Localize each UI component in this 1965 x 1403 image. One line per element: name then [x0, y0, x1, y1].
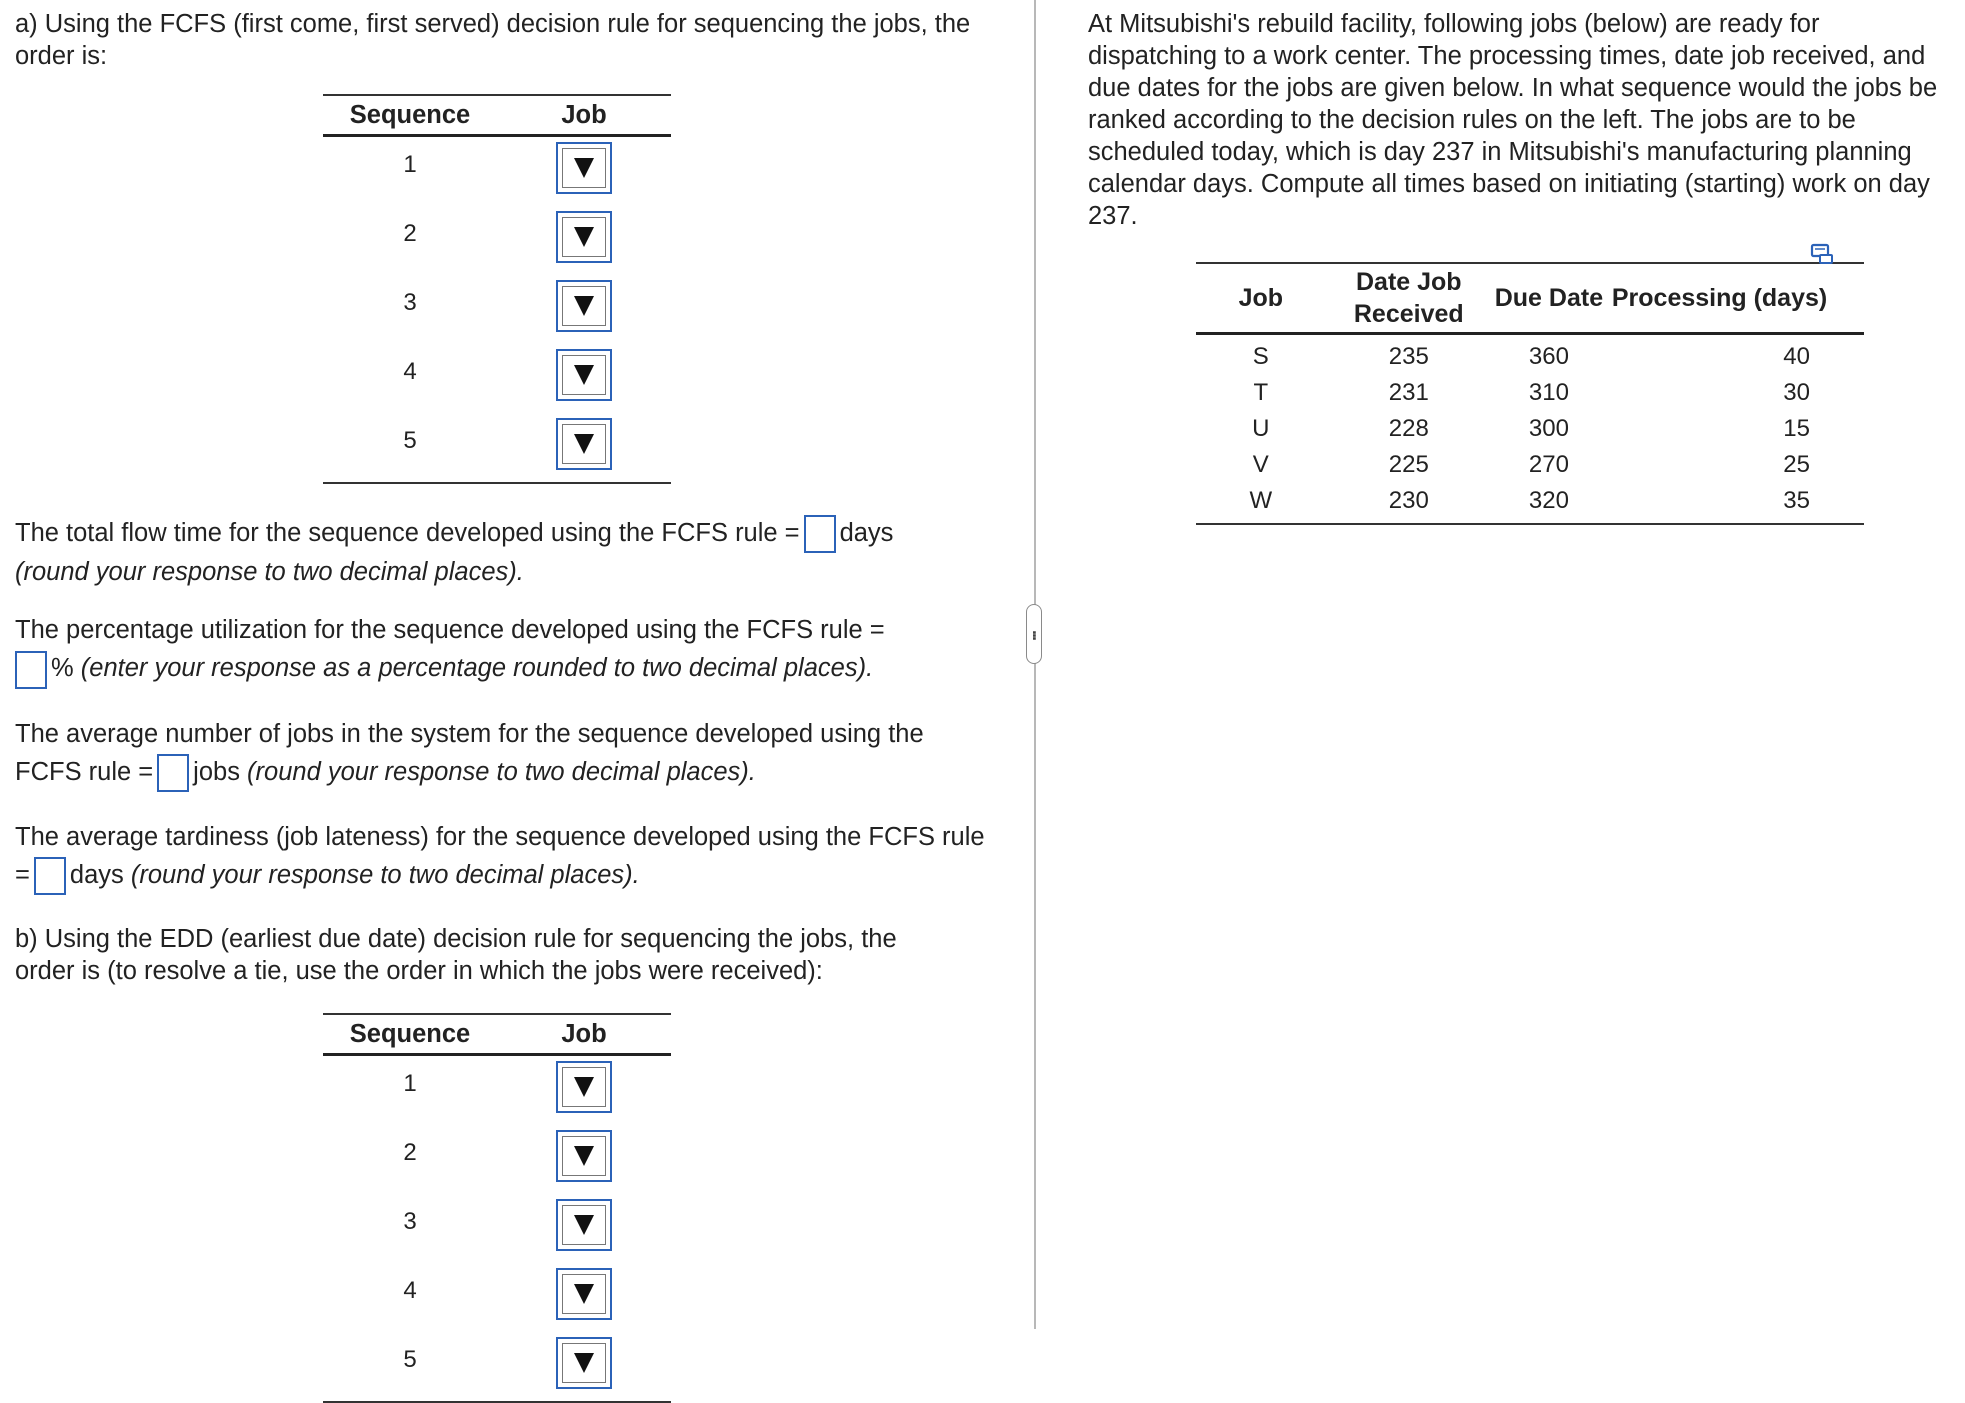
- flow-time-input[interactable]: [804, 515, 836, 553]
- right-pane: [1088, 8, 1958, 525]
- tardiness-question: [15, 818, 995, 895]
- processing-days: 25: [1783, 451, 1810, 478]
- table-row: [323, 1194, 671, 1263]
- sequence-number: 1: [403, 1070, 417, 1098]
- utilization-text: The percentage utilization for the sequence developed using the FCFS rule =: [15, 616, 885, 645]
- due-date: 360: [1528, 343, 1569, 370]
- table-row: [1196, 447, 1864, 483]
- avg-jobs-unit: jobs: [193, 757, 240, 786]
- edd-job-select-4[interactable]: [556, 1268, 612, 1320]
- due-date: 310: [1528, 379, 1569, 406]
- date-received: 225: [1388, 451, 1429, 478]
- processing-days: 35: [1606, 483, 1864, 524]
- edd-job-select-3[interactable]: [556, 1199, 612, 1251]
- sequence-number: 2: [403, 1139, 417, 1167]
- splitter-handle-icon[interactable]: ···: [1026, 604, 1042, 664]
- edd-job-select-2[interactable]: [556, 1130, 612, 1182]
- processing-days: 30: [1783, 379, 1810, 406]
- dropdown-arrow-icon: [574, 1353, 594, 1373]
- sequence-number: 3: [403, 1208, 417, 1236]
- due-date: 300: [1528, 415, 1569, 442]
- date-received-header-line2: Received: [1353, 300, 1464, 328]
- table-row: [323, 344, 671, 413]
- sequence-number: 2: [403, 220, 417, 247]
- pane-divider: [1034, 0, 1036, 1329]
- date-received: 231: [1388, 379, 1429, 406]
- due-date: 270: [1528, 451, 1569, 478]
- tardiness-text: The average tardiness (job lateness) for the sequence developed using the FCFS rule =: [15, 822, 985, 889]
- table-row: [1196, 483, 1864, 524]
- date-received-header-line1: Date Job: [1355, 268, 1462, 296]
- due-date-col-header: Due Date: [1492, 263, 1606, 334]
- fcfs-sequence-table: [323, 94, 671, 484]
- jobs-data-table: [1196, 262, 1864, 525]
- copy-to-clipboard-icon[interactable]: [1810, 243, 1834, 265]
- avg-jobs-text: The average number of jobs in the system for the sequence developed using the FCFS rule =: [15, 719, 924, 786]
- dropdown-arrow-icon: [574, 365, 594, 385]
- tardiness-input[interactable]: [34, 857, 66, 895]
- tardiness-note: (round your response to two decimal places).: [130, 860, 640, 889]
- dropdown-arrow-icon: [574, 158, 594, 178]
- sequence-number: 4: [403, 358, 417, 385]
- fcfs-job-select-3[interactable]: [556, 280, 612, 332]
- table-row: [323, 1332, 671, 1402]
- fcfs-job-select-5[interactable]: [556, 418, 612, 470]
- table-row: [323, 206, 671, 275]
- table-row: [323, 1125, 671, 1194]
- dropdown-arrow-icon: [574, 296, 594, 316]
- processing-col-header: Processing (days): [1606, 263, 1864, 334]
- table-row: [1196, 411, 1864, 447]
- date-received-col-header: [1326, 263, 1492, 334]
- processing-days: 15: [1783, 415, 1810, 442]
- table-row: [1196, 375, 1864, 411]
- part-b-intro: b) Using the EDD (earliest due date) decision rule for sequencing the jobs, the order is (to resolve a tie, use the order in which the jobs were received):: [15, 925, 897, 986]
- dropdown-arrow-icon: [574, 1077, 594, 1097]
- job-id: T: [1253, 379, 1269, 406]
- fcfs-job-select-1[interactable]: [556, 142, 612, 194]
- processing-days: 40: [1783, 343, 1810, 370]
- sequence-number: 4: [403, 1277, 417, 1305]
- sequence-number: 5: [323, 413, 497, 483]
- dropdown-arrow-icon: [574, 1284, 594, 1304]
- job-id: V: [1252, 451, 1269, 478]
- table-row: [323, 136, 671, 207]
- table-row: [323, 413, 671, 483]
- table-row: [1196, 334, 1864, 376]
- job-id: U: [1252, 415, 1270, 442]
- utilization-question: [15, 611, 935, 688]
- dropdown-arrow-icon: [574, 1146, 594, 1166]
- utilization-note: (enter your response as a percentage rounded to two decimal places).: [80, 654, 874, 683]
- job-id: S: [1252, 343, 1269, 370]
- flow-time-unit: days: [839, 519, 894, 547]
- sequence-number: 3: [403, 289, 417, 316]
- dropdown-arrow-icon: [574, 1215, 594, 1235]
- date-received: 230: [1326, 483, 1492, 524]
- fcfs-job-select-4[interactable]: [556, 349, 612, 401]
- sequence-header: Sequence: [323, 1014, 497, 1055]
- due-date: 320: [1492, 483, 1606, 524]
- problem-statement: At Mitsubishi's rebuild facility, following jobs (below) are ready for dispatching to a work center. The processing times, date job received, and due dates for the jobs are given below. In what sequence would the jobs be ranked according to the decision rules on the left. The jobs are to be scheduled today, which is day 237 in Mitsubishi's manufacturing planning calendar days. Compute all times based on initiating (starting) work on day 237.: [1088, 10, 1938, 230]
- date-received: 235: [1388, 343, 1429, 370]
- utilization-input[interactable]: [15, 651, 47, 689]
- job-header: Job: [497, 1014, 671, 1055]
- job-id: W: [1196, 483, 1326, 524]
- flow-time-question: [15, 514, 1015, 591]
- avg-jobs-input[interactable]: [157, 754, 189, 792]
- fcfs-job-select-2[interactable]: [556, 211, 612, 263]
- flow-time-text: The total flow time for the sequence developed using the FCFS rule =: [15, 519, 800, 547]
- table-row: [323, 1263, 671, 1332]
- dropdown-arrow-icon: [574, 227, 594, 247]
- left-pane: [15, 8, 1015, 1403]
- avg-jobs-note: (round your response to two decimal places).: [247, 757, 756, 786]
- table-row: [323, 1055, 671, 1126]
- avg-jobs-question: [15, 715, 975, 792]
- edd-job-select-1[interactable]: [556, 1061, 612, 1113]
- job-col-header: Job: [1196, 263, 1326, 334]
- sequence-number: 1: [403, 151, 417, 178]
- edd-sequence-table: [323, 1013, 671, 1403]
- flow-time-note: (round your response to two decimal places).: [15, 558, 524, 587]
- date-received: 228: [1388, 415, 1429, 442]
- tardiness-unit: days: [69, 860, 124, 889]
- dropdown-arrow-icon: [574, 434, 594, 454]
- job-header: Job: [497, 95, 671, 136]
- sequence-number: 5: [323, 1332, 497, 1402]
- utilization-unit: %: [51, 654, 74, 683]
- table-row: [323, 275, 671, 344]
- sequence-header: Sequence: [323, 95, 497, 136]
- edd-job-select-5[interactable]: [556, 1337, 612, 1389]
- part-a-intro: a) Using the FCFS (first come, first served) decision rule for sequencing the jobs, the order is:: [15, 10, 971, 70]
